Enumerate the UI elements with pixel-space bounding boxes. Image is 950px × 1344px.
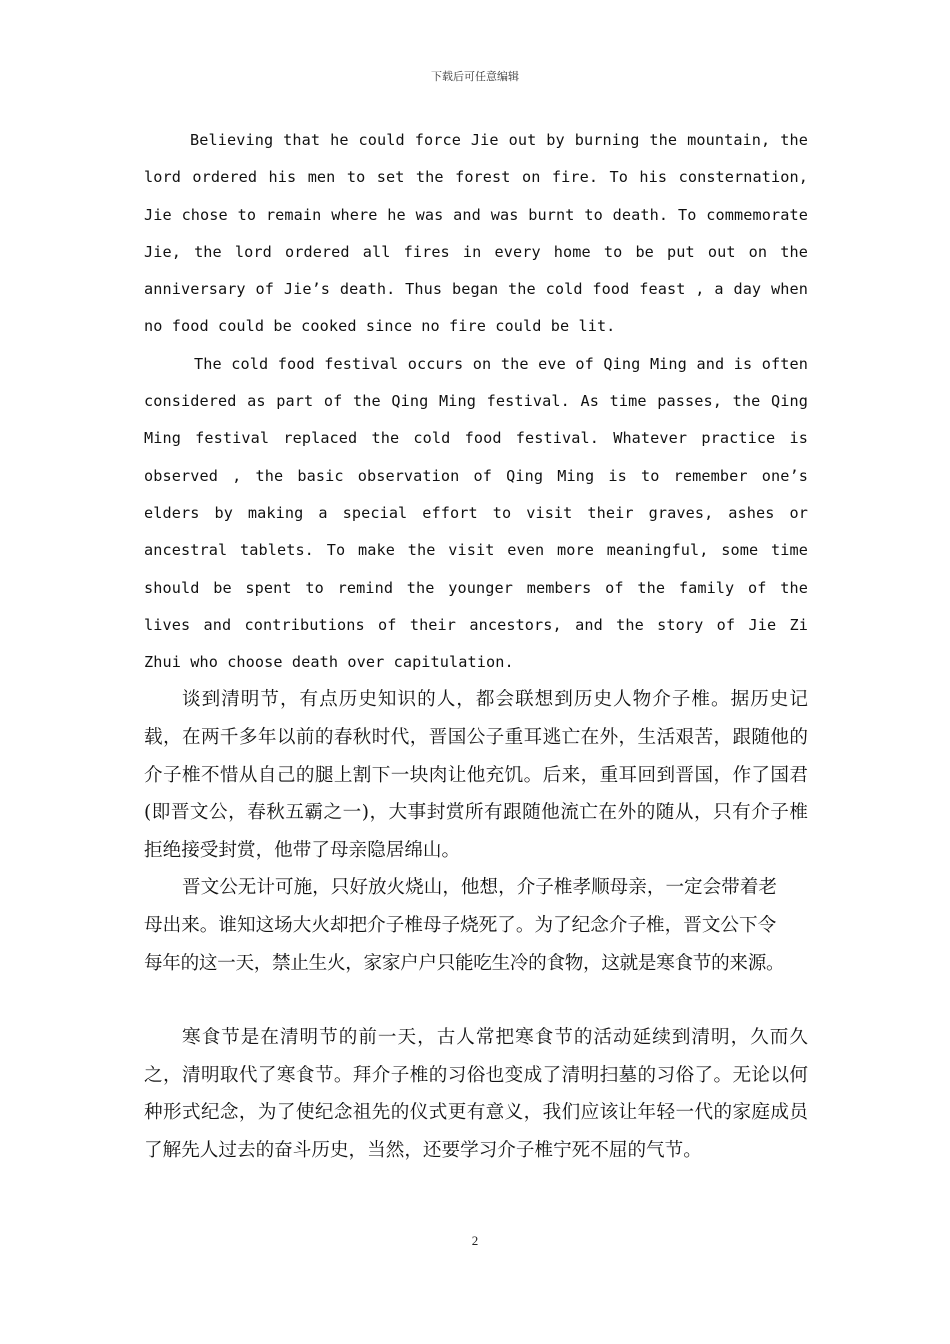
- chinese-paragraph-2: [144, 869, 808, 982]
- chinese-paragraph-2-line-1: 晋文公无计可施，只好放火烧山，他想，介子椎孝顺母亲，一定会带着老: [182, 877, 778, 899]
- page-number: 2: [471, 1233, 479, 1248]
- paragraph-gap: [144, 982, 808, 1019]
- english-paragraph-2: The cold food festival occurs on the eve of Qing Ming and is often considered as part of the Qing Ming festival. As time passes, the Qing Ming festival replaced the cold food festival. Whatever practice is observed , the basic observation of Qing Ming is to remember one’s elders by making a special effort to visit their graves, ashes or ancestral tablets. To make the visit even more meaningful, some time should be spent to remind the younger members of the family of the lives and contributions of their ancestors, and the story of Jie Zi Zhui who choose death over capitulation.: [144, 354, 808, 672]
- page-header: 下载后可任意编辑: [431, 70, 519, 83]
- document-body: [144, 122, 808, 1170]
- chinese-paragraph-1: 谈到清明节，有点历史知识的人，都会联想到历史人物介子椎。据历史记载，在两千多年以前的春秋时代，晋国公子重耳逃亡在外，生活艰苦，跟随他的介子椎不惜从自己的腿上割下一块肉让他充饥。后来，重耳回到晋国，作了国君(即晋文公，春秋五霸之一)，大事封赏所有跟随他流亡在外的随从，只有介子椎拒绝接受封赏，他带了母亲隐居绵山。: [144, 689, 808, 861]
- english-paragraph-1: Believing that he could force Jie out by burning the mountain, the lord ordered his men to set the forest on fire. To his consternation, Jie chose to remain where he was and was burnt to death. To commemorate Jie, the lord ordered all fires in every home to be put out on the anniversary of Jie’s death. Thus began the cold food feast , a day when no food could be cooked since no fire could be lit.: [144, 131, 808, 336]
- chinese-paragraph-3: 寒食节是在清明节的前一天，古人常把寒食节的活动延续到清明，久而久之，清明取代了寒食节。拜介子椎的习俗也变成了清明扫墓的习俗了。无论以何种形式纪念，为了使纪念祖先的仪式更有意义，我们应该让年轻一代的家庭成员了解先人过去的奋斗历史，当然，还要学习介子椎宁死不屈的气节。: [144, 1027, 808, 1161]
- chinese-paragraph-2-line-3: 每年的这一天，禁止生火，家家户户只能吃生冷的食物，这就是寒食节的来源。: [144, 952, 785, 974]
- chinese-paragraph-2-line-2: 母出来。谁知这场大火却把介子椎母子烧死了。为了纪念介子椎，晋文公下令: [144, 915, 777, 937]
